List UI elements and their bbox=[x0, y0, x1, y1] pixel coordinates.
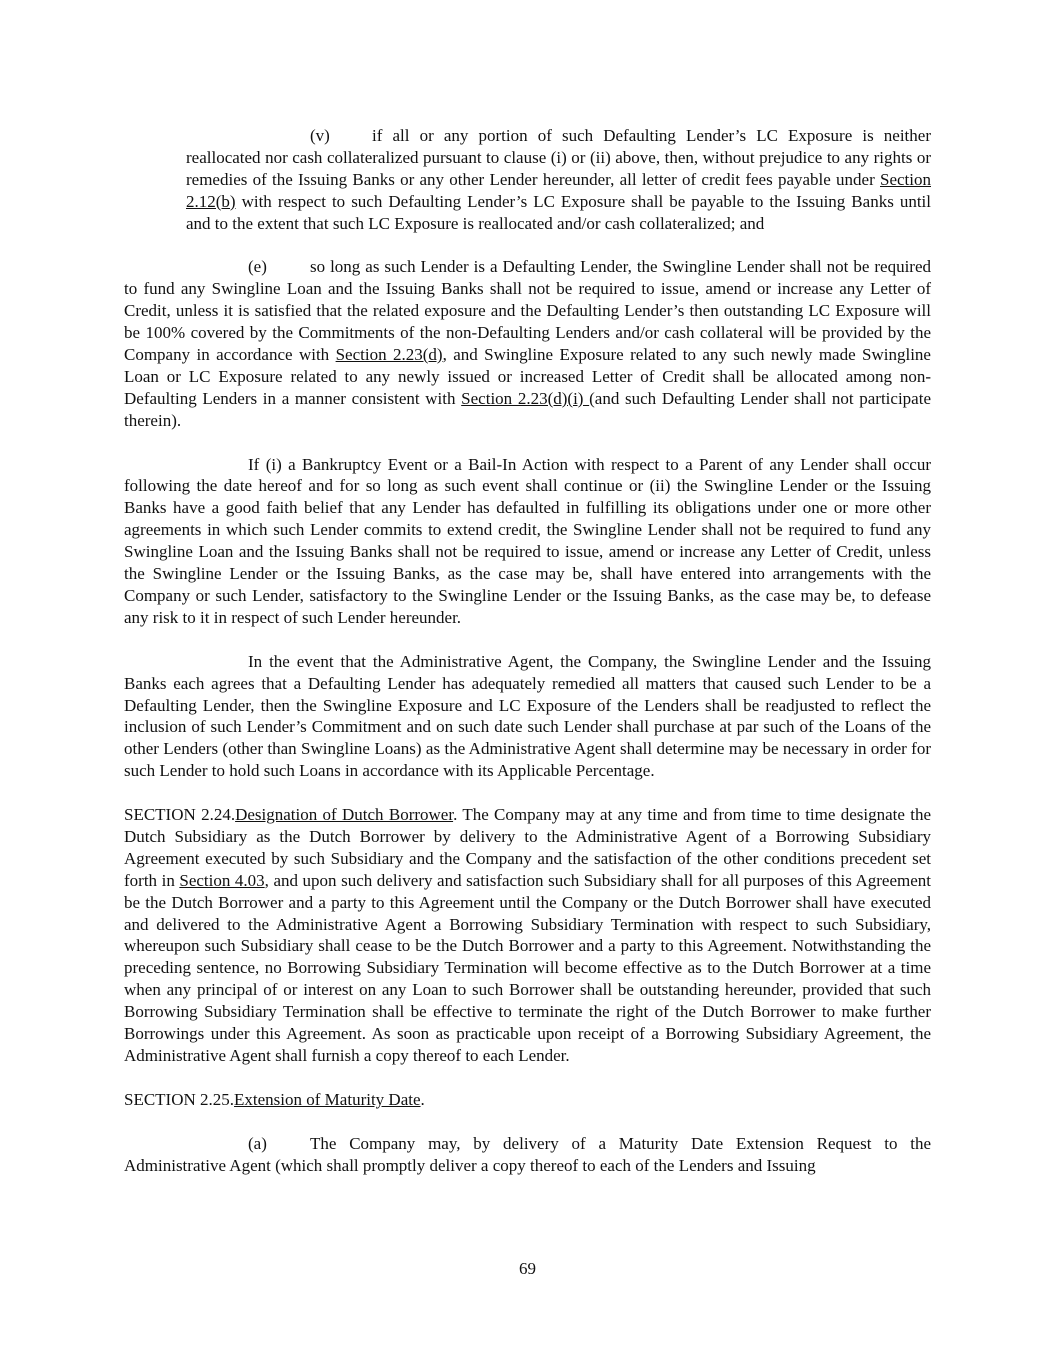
paragraph-v-text-1: if all or any portion of such Defaulting Lender’s LC Exposure is neither reallocated nor cash collateralized pursuant to clause (i) or (ii) above, then, without prejudice to any rights or remedies of the Issuing Banks or any other Lender hereunder, all letter of credit fees payable under bbox=[186, 126, 931, 189]
clause-label-e: (e) bbox=[248, 257, 267, 277]
section-2-24-text-1: . The Company may at any time and from time to time designate the Dutch Subsidiary as the Dutch Borrower by delivery to the Administrative Agent of a Borrowing Subsidiary Agreement executed by such Subsidiary and the Company and the satisfaction of the other conditions precedent set forth in bbox=[124, 805, 931, 890]
page-number: 69 bbox=[519, 1259, 536, 1278]
section-2-24-text-2: , and upon such delivery and satisfaction such Subsidiary shall for all purposes of this Agreement be the Dutch Borrower and a party to this Agreement until the Company or the Dutch Borrower shall have executed and delivered to the Administrative Agent a Borrowing Subsidiary Termination with respect to such Subsidiary, whereupon such Subsidiary shall cease to be the Dutch Borrower and a party to this Agreement. Notwithstanding the preceding sentence, no Borrowing Subsidiary Termination will become effective as to the Dutch Borrower at a time when any principal of or interest on any Loan to such Borrower shall be outstanding hereunder, provided that such Borrowing Subsidiary Termination shall be effective to terminate the right of the Dutch Borrower to make further Borrowings under this Agreement. As soon as practicable upon receipt of a Borrowing Subsidiary Agreement, the Administrative Agent shall furnish a copy thereof to each Lender. bbox=[124, 870, 931, 1065]
section-2-25-heading bbox=[124, 1089, 931, 1111]
section-ref-2-23d-link[interactable]: Section 2.23(d) bbox=[335, 345, 443, 365]
section-2-25-title: Extension of Maturity Date bbox=[234, 1089, 421, 1109]
section-ref-2-12b-link[interactable]: Section 2.12(b) bbox=[186, 169, 931, 211]
section-2-25-number: SECTION 2.25. bbox=[124, 1089, 235, 1109]
paragraph-a-text-1: The Company may, by delivery of a Maturity Date Extension Request to the Administrative Agent (which shall promptly deliver a copy thereof to each of the Lenders and Issuing bbox=[124, 1133, 931, 1175]
clause-label-v: (v) bbox=[310, 126, 330, 145]
paragraph-a bbox=[124, 1133, 931, 1177]
section-2-24-title: Designation of Dutch Borrower bbox=[235, 805, 454, 825]
section-2-24-number: SECTION 2.24. bbox=[124, 805, 236, 825]
section-ref-4-03-link[interactable]: Section 4.03 bbox=[179, 870, 265, 890]
clause-label-a: (a) bbox=[248, 1133, 267, 1153]
section-ref-2-23di-link[interactable]: Section 2.23(d)(i) bbox=[461, 388, 590, 408]
paragraph-v-text-2: with respect to such Defaulting Lender’s LC Exposure shall be payable to the Issuing Banks until and to the extent that such LC Exposure is reallocated and/or cash collateralized; and bbox=[186, 191, 931, 233]
paragraph-e-text-1: so long as such Lender is a Defaulting Lender, the Swingline Lender shall not be required to fund any Swingline Loan and the Issuing Banks shall not be required to issue, amend or increase any Letter of Credit, unless it is satisfied that the related exposure and the Defaulting Lender’s then outstanding LC Exposure will be 100% covered by the Commitments of the non-Defaulting Lenders and/or cash collateral will be provided by the Company in accordance with bbox=[124, 257, 931, 365]
document-page bbox=[124, 125, 931, 1176]
paragraph-e-text-3: (and such Defaulting Lender shall not participate therein). bbox=[124, 388, 931, 430]
section-2-24 bbox=[124, 804, 931, 1067]
paragraph-bankruptcy: If (i) a Bankruptcy Event or a Bail-In Action with respect to a Parent of any Lender shall occur following the date hereof and for so long as such event shall continue or (ii) the Swingline Lender or the Issuing Banks have a good faith belief that any Lender has defaulted in fulfilling its obligations under one or more other agreements in which such Lender commits to extend credit, the Swingline Lender shall not be required to fund any Swingline Loan and the Issuing Banks shall not be required to issue, amend or increase any Letter of Credit, unless the Swingline Lender or the Issuing Banks, as the case may be, shall have entered into arrangements with the Company or such Lender, satisfactory to the Swingline Lender or the Issuing Banks, as the case may be, to defease any risk to it in respect of such Lender hereunder. bbox=[124, 454, 931, 627]
section-2-25-trail: . bbox=[420, 1089, 425, 1109]
paragraph-e bbox=[124, 256, 931, 431]
paragraph-remedied: In the event that the Administrative Agent, the Company, the Swingline Lender and the Issuing Banks each agrees that a Defaulting Lender has adequately remedied all matters that caused such Lender to be a Defaulting Lender, then the Swingline Exposure and LC Exposure of the Lenders shall be readjusted to reflect the inclusion of such Lender’s Commitment and on such date such Lender shall purchase at par such of the Loans of the other Lenders (other than Swingline Loans) as the Administrative Agent shall determine may be necessary in order for such Lender to hold such Loans in accordance with its Applicable Percentage. bbox=[124, 651, 931, 781]
paragraph-e-text-2: , and Swingline Exposure related to any such newly made Swingline Loan or LC Exposure related to any newly issued or increased Letter of Credit shall be allocated among non-Defaulting Lenders in a manner consistent with bbox=[124, 345, 931, 408]
paragraph-v bbox=[186, 125, 931, 235]
